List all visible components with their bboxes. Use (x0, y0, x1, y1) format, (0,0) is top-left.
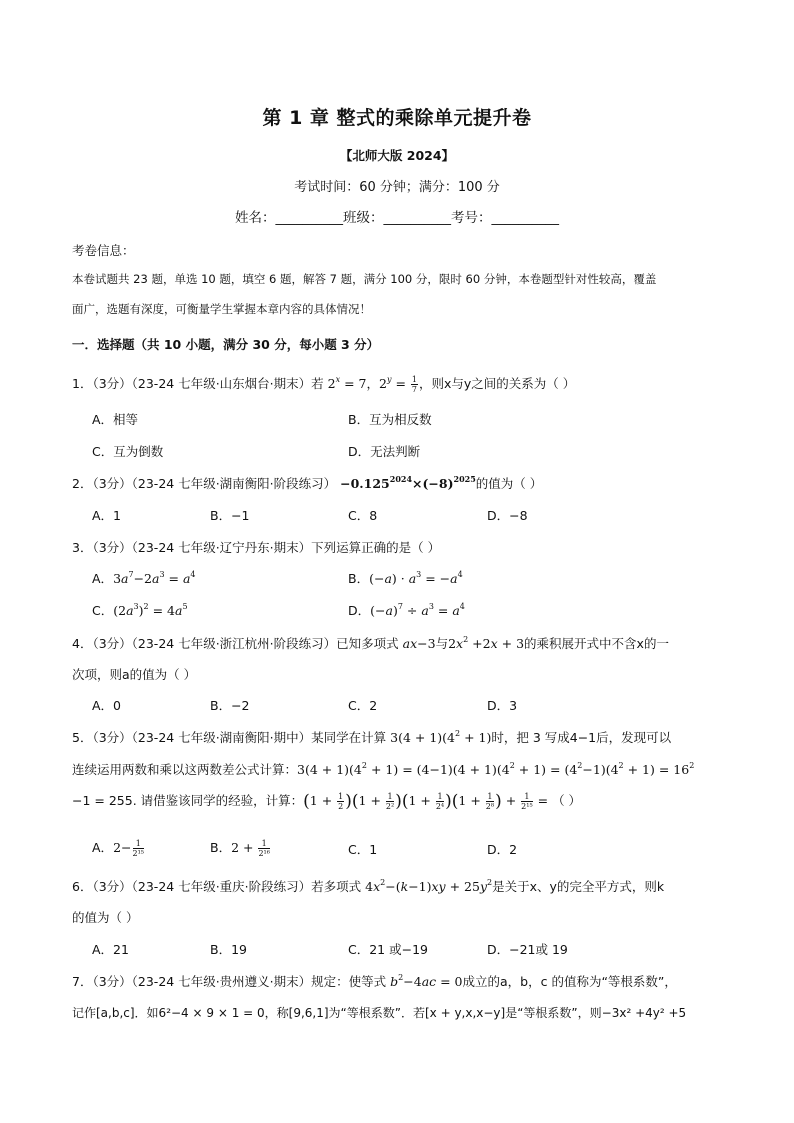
question-5-line-2-text: 连续运用两数和乘以这两数差公式计算： (72, 762, 298, 777)
q2-option-c[interactable]: C．8 (348, 508, 378, 523)
q5-option-a-label: A． (92, 840, 114, 855)
q6-option-a[interactable]: A．21 (92, 942, 129, 957)
question-4-formula: ax−3与$2x^2 +2x + 3$ (402, 635, 525, 651)
question-2 (72, 474, 732, 492)
question-7 (72, 972, 732, 990)
info-label: 考卷信息： (72, 243, 135, 258)
question-5-formula: $3(4 + 1)(4^2 + 1)$ (390, 729, 492, 745)
question-6-tail: 是关于x、y的完全平方式，则k (492, 879, 665, 894)
q3-option-b[interactable]: B．$(-a) \cdot a^3 = -a^4$ (348, 570, 463, 586)
exam-info: 考试时间：60 分钟；满分：100 分 (294, 180, 500, 195)
question-5 (72, 728, 732, 746)
question-4-tail: 的乘积展开式中不含x的一 (524, 636, 669, 651)
question-7-tail: 成立的a，b，c 的值称为“等根系数”， (462, 974, 677, 989)
question-3: 3．（3分）（23-24 七年级·辽宁丹东·期末）下列运算正确的是（ ） (72, 540, 441, 555)
question-7-head: 7．（3分）（23-24 七年级·贵州遵义·期末）规定：使等式 (72, 974, 387, 989)
q5-option-a[interactable]: A．2− $\frac{1}{\text{2¹⁵}}$ (92, 839, 145, 858)
question-2-head: 2．（3分）（23-24 七年级·湖南衡阳·阶段练习） (72, 476, 337, 491)
question-4-head: 4．（3分）（23-24 七年级·浙江杭州·阶段练习）已知多项式 (72, 636, 399, 651)
question-1-head: 1．（3分）（23-24 七年级·山东烟台·期末）若 (72, 376, 324, 391)
q4-option-d[interactable]: D．3 (487, 698, 518, 713)
q6-option-b[interactable]: B．19 (210, 942, 247, 957)
q1-option-c[interactable]: C．互为倒数 (92, 444, 164, 459)
question-6-formula: $4x^2-(k-1)xy + 25y^2$ (365, 878, 493, 894)
question-1 (72, 374, 732, 394)
question-5-product: (1 + $\frac{1}{2}$ )(1 + $\frac{1}{\text{2²}}$ )(1 + $\frac{1}{\text{2⁴}}$ )(1 + $\frac{1}{\text{2⁸}}$ ) + $\frac{1}{\text{2¹⁵}}$ = （ ） (303, 791, 582, 812)
q4-option-c[interactable]: C．2 (348, 698, 378, 713)
question-5-line-3-text: −1 = 255. 请借鉴该同学的经验，计算： (72, 793, 304, 808)
q2-option-a[interactable]: A．1 (92, 508, 122, 523)
section-title: 一．选择题（共 10 小题，满分 30 分，每小题 3 分） (72, 337, 380, 352)
q5-option-b-label: B． (210, 840, 232, 855)
q1-option-a[interactable]: A．相等 (92, 412, 139, 427)
q4-option-b[interactable]: B．−2 (210, 698, 250, 713)
q5-option-c[interactable]: C．1 (348, 842, 378, 857)
q1-option-d[interactable]: D．无法判断 (348, 444, 421, 459)
q3-option-c[interactable]: C．$(2a^3)^2 = 4a^5$ (92, 602, 188, 618)
q6-option-d[interactable]: D．−21或 19 (487, 942, 568, 957)
question-2-formula: $-0.125^{2024}\times(-8)^{2025}$ (340, 474, 476, 491)
question-7-formula: $b^2-4ac = 0$ (390, 973, 463, 989)
question-5-mid: 时，把 3 写成4−1后，发现可以 (491, 730, 672, 745)
question-5-line-3 (72, 791, 732, 812)
q6-option-c[interactable]: C．21 或−19 (348, 942, 428, 957)
description-line-1: 本卷试题共 23 题，单选 10 题，填空 6 题，解答 7 题，满分 100 分，限时 60 分钟，本卷题型针对性较高，覆盖 (72, 272, 657, 286)
q4-option-a[interactable]: A．0 (92, 698, 122, 713)
q1-option-b[interactable]: B．互为相反数 (348, 412, 432, 427)
question-6 (72, 877, 732, 895)
question-1-formula: $2^x = 7$，$2^y$ = $\frac{1}{7}$ (327, 375, 417, 394)
question-4-line-2: 次项，则a的值为（ ） (72, 667, 197, 682)
question-6-head: 6．（3分）（23-24 七年级·重庆·阶段练习）若多项式 (72, 879, 362, 894)
q5-option-b[interactable]: B．2 + $\frac{1}{\text{2¹⁶}}$ (210, 839, 270, 858)
q5-option-d[interactable]: D．2 (487, 842, 518, 857)
question-4 (72, 634, 732, 652)
name-class-number-row: 姓名：__________班级：__________考号：__________ (235, 210, 559, 226)
question-6-line-2: 的值为（ ） (72, 910, 139, 925)
question-1-tail: ，则x与y之间的关系为（ ） (418, 376, 576, 391)
question-5-identity: $3(4 + 1)(4^2 + 1) = (4-1)(4 + 1)(4^2 + 1) = (4^2-1)(4^2 + 1) = 16^2$ (297, 761, 695, 777)
description-line-2: 面广，选题有深度，可衡量学生掌握本章内容的具体情况！ (72, 302, 371, 316)
question-2-tail: 的值为（ ） (475, 476, 543, 491)
q3-option-d[interactable]: D．$(-a)^7 \div a^3 = a^4$ (348, 602, 465, 618)
page-title: 第 1 章 整式的乘除单元提升卷 (262, 107, 532, 129)
q2-option-d[interactable]: D．−8 (487, 508, 528, 523)
q3-option-a[interactable]: A．$3a^7-2a^3 = a^4$ (92, 570, 196, 586)
q2-option-b[interactable]: B．−1 (210, 508, 250, 523)
question-5-line-2 (72, 760, 732, 778)
question-5-head: 5．（3分）（23-24 七年级·湖南衡阳·期中）某同学在计算 (72, 730, 387, 745)
question-7-line-2: 记作[a,b,c]．如6²−4 × 9 × 1 = 0，称[9,6,1]为“等根系数”．若[x + y,x,x−y]是“等根系数”，则−3x² +4y² +5 (72, 1006, 687, 1020)
exam-description (72, 264, 732, 324)
edition-label: 【北师大版 2024】 (339, 148, 455, 163)
